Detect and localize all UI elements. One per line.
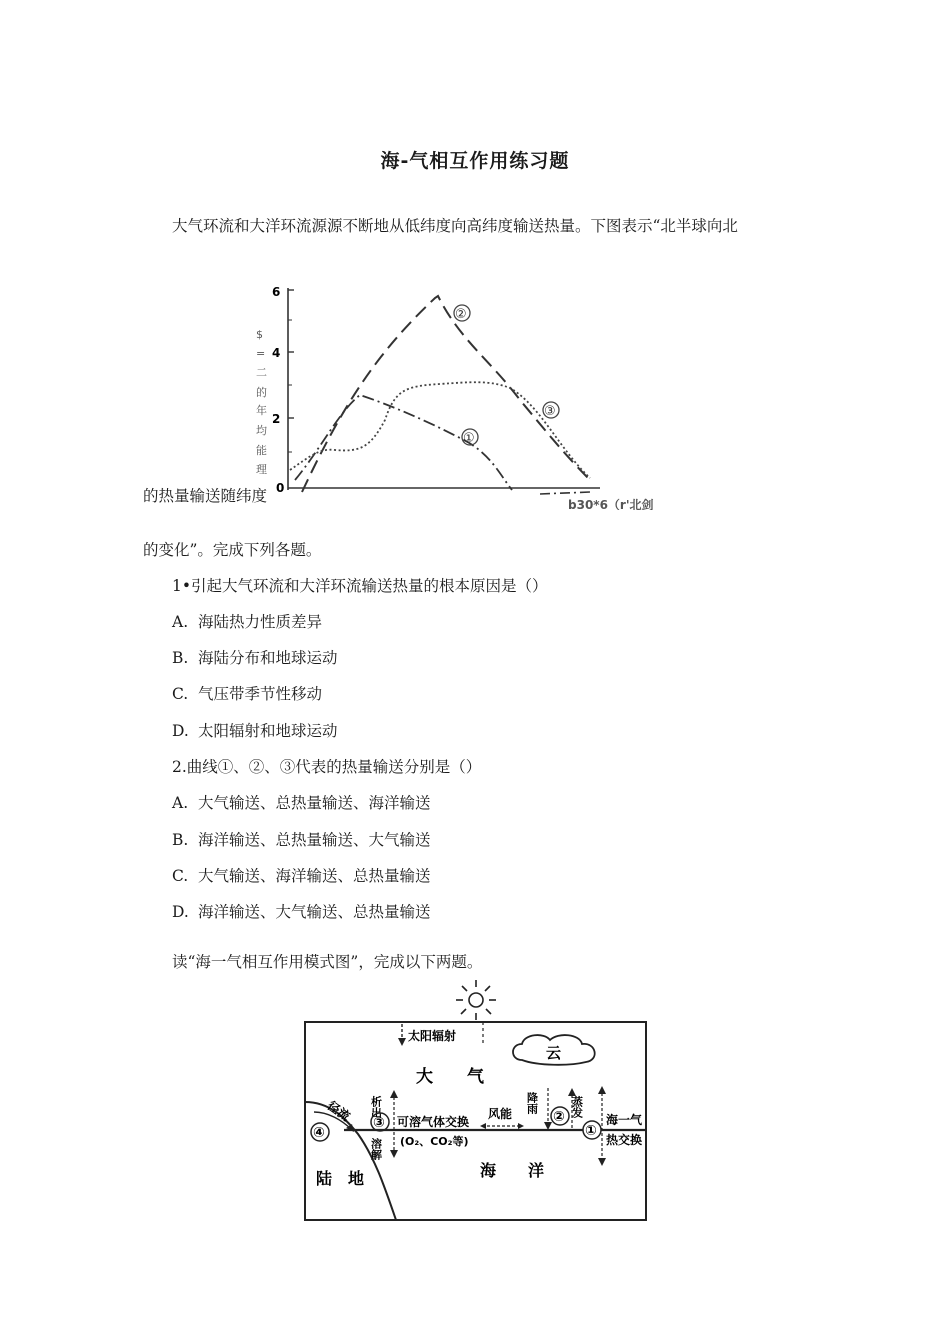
wind-arrowhead-left-icon [480, 1123, 486, 1129]
option-letter: A. [172, 794, 189, 812]
option-letter: C. [172, 867, 189, 885]
q1-option-b[interactable] [172, 646, 338, 668]
sun-icon [456, 980, 496, 1020]
series-3-label: ③ [544, 404, 556, 419]
option-letter: B. [172, 831, 189, 849]
series-2-label: ② [455, 307, 467, 322]
option-text: 气压带季节性移动 [198, 685, 323, 703]
q1-option-d[interactable] [172, 719, 338, 741]
gas-exchange-label: 可溶气体交换 [397, 1115, 470, 1129]
intro-line-2: 的热量输送随纬度 [143, 484, 269, 506]
q1-option-a[interactable] [172, 610, 322, 632]
wind-arrowhead-right-icon [518, 1123, 524, 1129]
question-1-stem: 1•引起大气环流和大洋环流输送热量的根本原因是（） [172, 577, 548, 595]
option-text: 海陆热力性质差异 [198, 613, 323, 631]
precip-out-label: 析出 [369, 1096, 383, 1118]
heat-up-arrowhead-icon [598, 1086, 606, 1094]
y-tick-label: 2 [272, 412, 281, 426]
intro-line-1: 大气环流和大洋环流源源不断地从低纬度向高纬度输送热量。下图表示“北半球向北 [172, 217, 738, 235]
y-tick-label: 6 [272, 285, 281, 299]
y-axis-label [256, 328, 267, 476]
dissolve-label: 溶解 [369, 1138, 383, 1160]
x-axis-label: b30*6（r'北剑 [568, 498, 654, 510]
option-letter: B. [172, 649, 189, 667]
rain-arrowhead-icon [544, 1122, 552, 1130]
gases-label: (O₂、CO₂等) [400, 1135, 469, 1148]
evap-arrowhead-icon [568, 1088, 576, 1096]
q2-option-d[interactable] [172, 900, 431, 922]
svg-text:=: = [256, 347, 266, 360]
option-letter: C. [172, 685, 189, 703]
option-text: 大气输送、海洋输送、总热量输送 [198, 867, 431, 885]
q2-option-b[interactable] [172, 828, 431, 850]
option-text: 海陆分布和地球运动 [198, 649, 338, 667]
cloud-label: 云 [546, 1044, 562, 1062]
runoff-label: 径流 [324, 1098, 353, 1124]
intro-line-3: 的变化”。完成下列各题。 [143, 541, 322, 559]
option-letter: D. [172, 903, 189, 921]
marker-2: ② [553, 1109, 565, 1125]
land-label: 陆 地 [316, 1169, 365, 1188]
svg-text:$: $ [256, 328, 263, 341]
y-tick-label: 4 [272, 346, 281, 360]
page-title: 海-气相互作用练习题 [380, 150, 570, 172]
heat-transport-chart [250, 280, 680, 510]
q2-option-a[interactable] [172, 791, 431, 813]
option-text: 太阳辐射和地球运动 [198, 722, 338, 740]
svg-text:二: 二 [256, 366, 267, 379]
svg-text:均: 均 [256, 424, 267, 437]
ocean-label: 海 洋 [480, 1161, 545, 1180]
q1-option-c[interactable] [172, 682, 322, 704]
rain-label: 降雨 [525, 1092, 539, 1114]
up-arrowhead-icon [390, 1090, 398, 1098]
series-1-tail [540, 492, 590, 494]
wind-label: 风能 [488, 1107, 513, 1121]
heat-exchange-label-1: 海一气 [606, 1113, 643, 1127]
series-1-label: ① [463, 431, 475, 446]
sea-air-diagram [300, 978, 652, 1226]
svg-text:年: 年 [256, 404, 267, 417]
heat-down-arrowhead-icon [598, 1158, 606, 1166]
svg-text:能: 能 [256, 444, 267, 457]
down-arrowhead-icon [390, 1150, 398, 1158]
atmosphere-label: 大 气 [416, 1067, 484, 1087]
option-letter: D. [172, 722, 189, 740]
option-text: 大气输送、总热量输送、海洋输送 [198, 794, 431, 812]
q2-option-c[interactable] [172, 864, 431, 886]
read-prompt: 读“海一气相互作用模式图”，完成以下两题。 [172, 953, 483, 971]
y-tick-label: 0 [276, 481, 285, 495]
series-2-curve [302, 296, 590, 492]
marker-4: ④ [313, 1125, 325, 1141]
y-axis [288, 288, 294, 490]
marker-1: ① [585, 1123, 597, 1139]
evap-label: 蒸发 [570, 1096, 584, 1118]
question-2-stem: 2.曲线①、②、③代表的热量输送分别是（） [172, 758, 482, 776]
marker-3: ③ [373, 1115, 385, 1131]
radiation-arrowhead-icon [398, 1038, 406, 1046]
option-letter: A. [172, 613, 189, 631]
option-text: 海洋输送、大气输送、总热量输送 [198, 903, 431, 921]
heat-exchange-label-2: 热交换 [606, 1133, 643, 1147]
svg-text:的: 的 [256, 386, 267, 399]
svg-text:理: 理 [256, 463, 267, 476]
radiation-label: 太阳辐射 [408, 1029, 457, 1043]
option-text: 海洋输送、总热量输送、大气输送 [198, 831, 431, 849]
